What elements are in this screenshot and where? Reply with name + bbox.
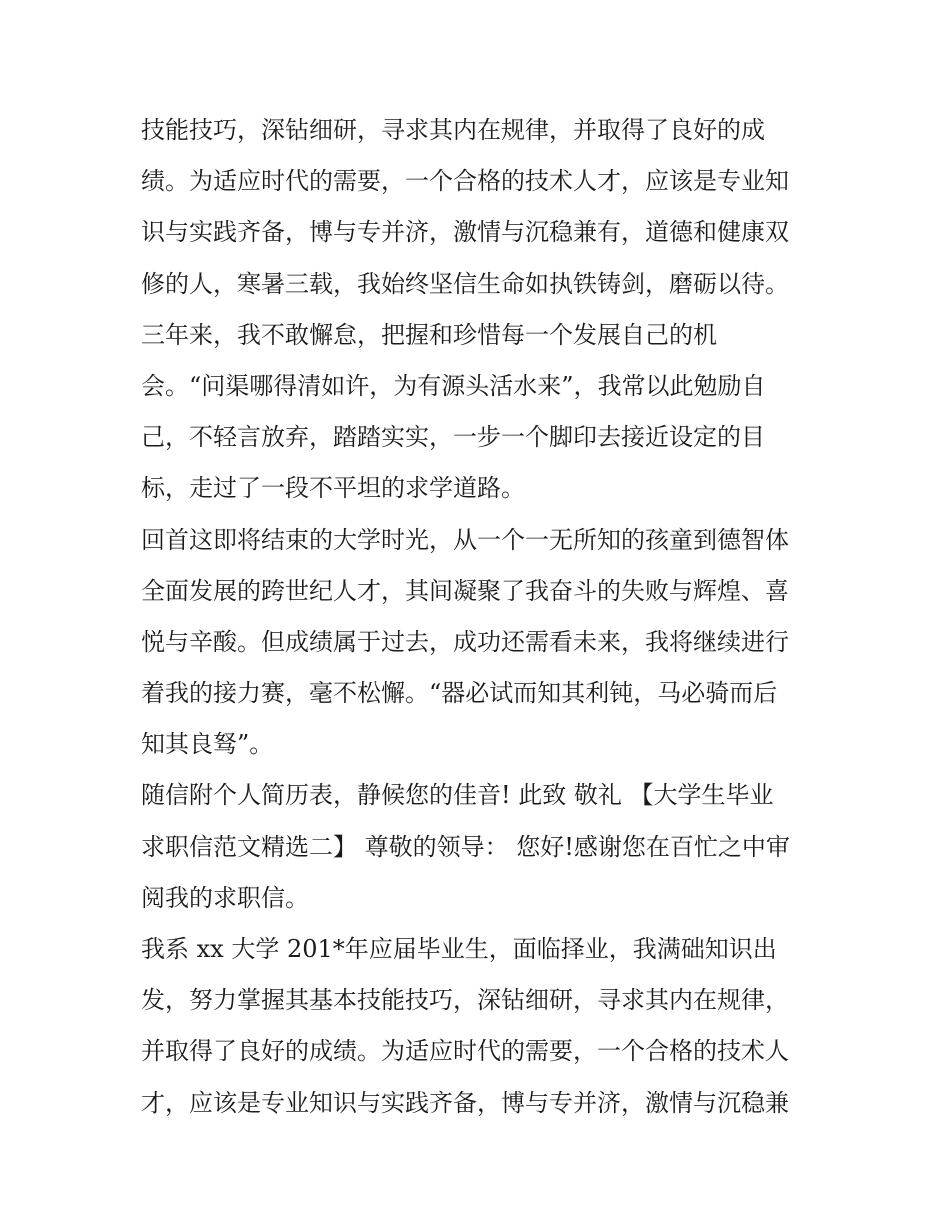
text-line: 标，走过了一段不平坦的求学道路。	[141, 474, 525, 503]
text-line: 全面发展的跨世纪人才，其间凝聚了我奋斗的失败与辉煌、喜	[141, 576, 789, 605]
text-line: 才，应该是专业知识与实践齐备，博与专并济，激情与沉稳兼	[141, 1088, 789, 1117]
text-line: 随信附个人简历表，静候您的佳音! 此致 敬礼 【大学生毕业	[141, 781, 774, 810]
text-line: 回首这即将结束的大学时光，从一个一无所知的孩童到德智体	[141, 525, 789, 554]
text-line: 我系 xx 大学 201*年应届毕业生，面临择业，我满础知识出	[141, 935, 777, 963]
text-line: 己，不轻言放弃，踏踏实实，一步一个脚印去接近设定的目	[141, 423, 765, 452]
text-line: 阅我的求职信。	[141, 883, 309, 912]
text-line: 知其良驽”。	[141, 730, 274, 759]
text-line: 并取得了良好的成绩。为适应时代的需要，一个合格的技术人	[141, 1037, 789, 1066]
text-line: 绩。为适应时代的需要，一个合格的技术人才，应该是专业知	[141, 167, 789, 196]
text-line: 三年来，我不敢懈怠，把握和珍惜每一个发展自己的机	[141, 320, 717, 349]
text-line: 发，努力掌握其基本技能技巧，深钻细研，寻求其内在规律，	[141, 986, 789, 1015]
text-line: 悦与辛酸。但成绩属于过去，成功还需看未来，我将继续进行	[141, 627, 789, 656]
text-line: 修的人，寒暑三载，我始终坚信生命如执铁铸剑，磨砺以待。	[141, 269, 789, 298]
text-line: 技能技巧，深钻细研，寻求其内在规律，并取得了良好的成	[141, 116, 765, 144]
text-line: 识与实践齐备，博与专并济，激情与沉稳兼有，道德和健康双	[141, 218, 789, 247]
text-line: 求职信范文精选二】 尊敬的领导： 您好!感谢您在百忙之中审	[141, 832, 790, 861]
text-line: 着我的接力赛，毫不松懈。“器必试而知其利钝，马必骑而后	[141, 679, 778, 708]
text-line: 会。“问渠哪得清如许，为有源头活水来”，我常以此勉励自	[141, 371, 766, 400]
document-body	[141, 105, 821, 1129]
